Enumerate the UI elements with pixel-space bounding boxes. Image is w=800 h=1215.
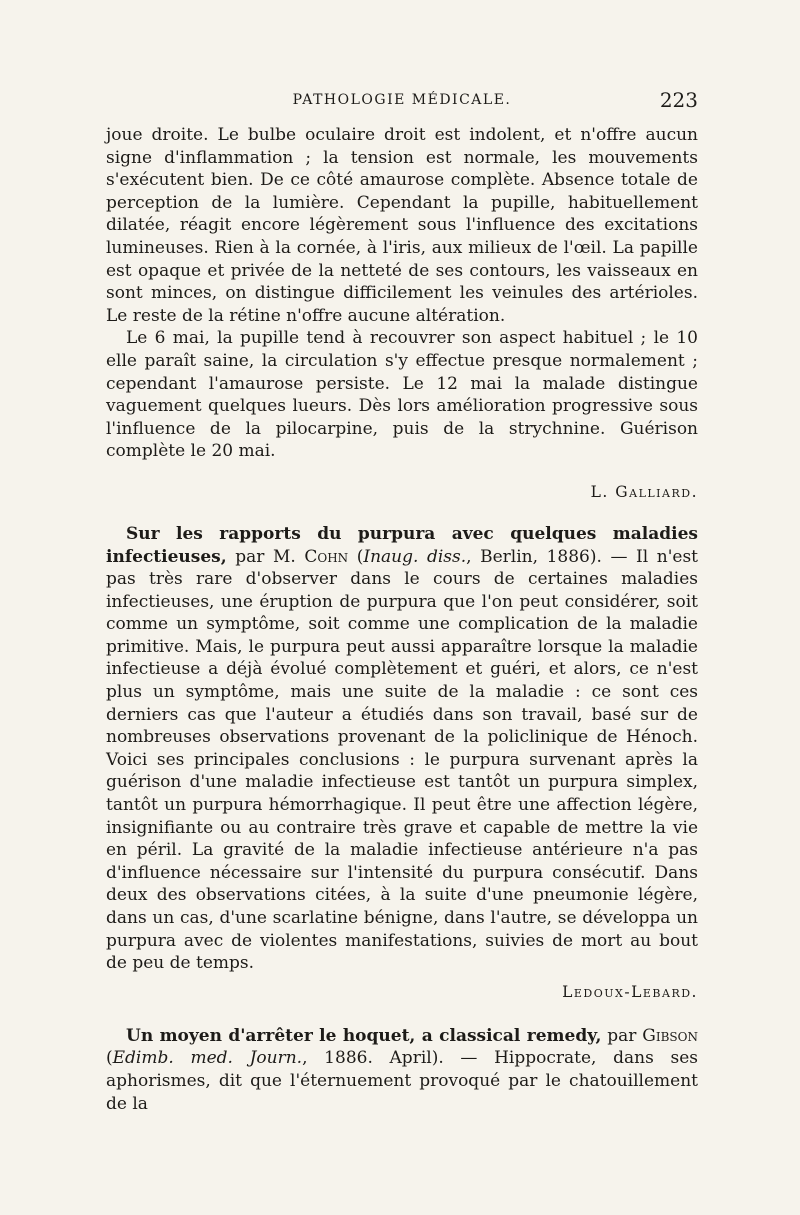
signature: L. Galliard. (590, 482, 698, 501)
running-head-title: PATHOLOGIE MÉDICALE. (292, 92, 512, 108)
running-head (106, 88, 698, 114)
signature: Ledoux-Lebard. (562, 982, 698, 1001)
article-paragraph: Un moyen d'arrêter le hoquet, a classical remedy, par Gibson (Edimb. med. Journ., 1886. April). — Hippocrate, dans ses aphorismes, dit que l'éternuement provoqué par le chatouillement de la (106, 1025, 699, 1114)
citation-date: , 1886. April). (302, 1048, 444, 1069)
article-title: Sur les rapports du purpura avec quelques maladies infectieuses, (106, 523, 698, 567)
author-prefix: par (607, 1025, 637, 1046)
citation-title: Inaug. diss. (363, 546, 467, 567)
article-paragraph: Sur les rapports du purpura avec quelques maladies infectieuses, par M. Cohn (Inaug. diss., Berlin, 1886). — Il n'est pas très rare d'observer dans le cours de certaines maladies infectieuses, une éruption de purpura que l'on peut considérer, soit comme un symptôme, soit comme une complication de la maladie primitive. Mais, le purpura peut aussi apparaître lorsque la maladie infectieuse a déjà évolué complètement et guéri, et alors, ce n'est plus un symptôme, mais une suite de la maladie : ce sont ces derniers cas que l'auteur a étudiés dans son travail, basé sur de nombreuses observations provenant de la policlinique de Hénoch. Voici ses principales conclusions : le purpura survenant après la guérison d'une maladie infectieuse est tantôt un purpura simplex, tantôt un purpura hémorrhagique. Il peut être une affection légère, insignifiante ou au contraire très grave et capable de mettre la vie en péril. La gravité de la maladie infectieuse antérieure n'a pas d'influence nécessaire sur l'intensité du purpura consécutif. Dans deux des observations citées, à la suite d'une pneumonie légère, dans un cas, d'une scarlatine bénigne, dans l'autre, se développa un purpura avec de violentes manifestations, suivies de mort au bout de peu de temps. (106, 523, 699, 974)
page-number: 223 (659, 88, 698, 112)
author-prefix: par M. (235, 546, 296, 567)
author-name: Gibson (642, 1025, 698, 1046)
citation-title: Edimb. med. Journ. (112, 1048, 303, 1069)
article-body: — Il n'est pas très rare d'observer dans le cours de certaines maladies infectieuses, une éruption de purpura que l'on peut considérer, soit comme un symptôme, soit comme une complication de la maladie primitive. Mais, le purpura peut aussi apparaître lorsque la maladie infectieuse a déjà évolué complètement et guéri, et alors, ce n'est plus un symptôme, mais une suite de la maladie : ce sont ces derniers cas que l'auteur a étudiés dans son travail, basé sur de nombreuses observations provenant de la policlinique de Hénoch. Voici ses principales conclusions : le purpura survenant après la guérison d'une maladie infectieuse est tantôt un purpura simplex, tantôt un purpura hémorrhagique. Il peut être une affection légère, insignifiante ou au contraire très grave et capable de mettre la vie en péril. La gravité de la maladie infectieuse antérieure n'a pas d'influence nécessaire sur l'intensité du purpura consécutif. Dans deux des observations citées, à la suite d'une pneumonie légère, dans un cas, d'une scarlatine bénigne, dans l'autre, se développa un purpura avec de violentes manifestations, suivies de mort au bout de peu de temps. (106, 546, 699, 974)
author-name: Cohn (304, 546, 349, 567)
paragraph: joue droite. Le bulbe oculaire droit est indolent, et n'offre aucun signe d'inflammation ; la tension est normale, les mouvements s'exécutent bien. De ce côté amaurose complète. Absence totale de perception de la lumière. Cependant la pupille, habituellement dilatée, réagit encore légèrement sous l'influence des excitations lumineuses. Rien à la cornée, à l'iris, aux milieux de l'œil. La papille est opaque et privée de la netteté de ses contours, les vaisseaux en sont minces, on distingue difficilement les veinules des artérioles. Le reste de la rétine n'offre aucune altération. (106, 125, 698, 326)
article-hoquet (106, 1025, 698, 1115)
article-galliard (106, 124, 698, 501)
article-purpura (106, 523, 698, 1001)
article-body: — Hippocrate, dans ses aphorismes, dit que l'éternuement provoqué par le chatouillement de la (106, 1048, 699, 1114)
article-title: Un moyen d'arrêter le hoquet, a classical remedy, (126, 1025, 602, 1046)
citation-place: , Berlin, 1886). (466, 546, 602, 567)
paragraph: Le 6 mai, la pupille tend à recouvrer son aspect habituel ; le 10 elle paraît saine, la circulation s'y effectue presque normalement ; cependant l'amaurose persiste. Le 12 mai la malade distingue vaguement quelques lueurs. Dès lors amélioration progressive sous l'influence de la pilocarpine, puis de la strychnine. Guérison complète le 20 mai. (106, 328, 698, 462)
